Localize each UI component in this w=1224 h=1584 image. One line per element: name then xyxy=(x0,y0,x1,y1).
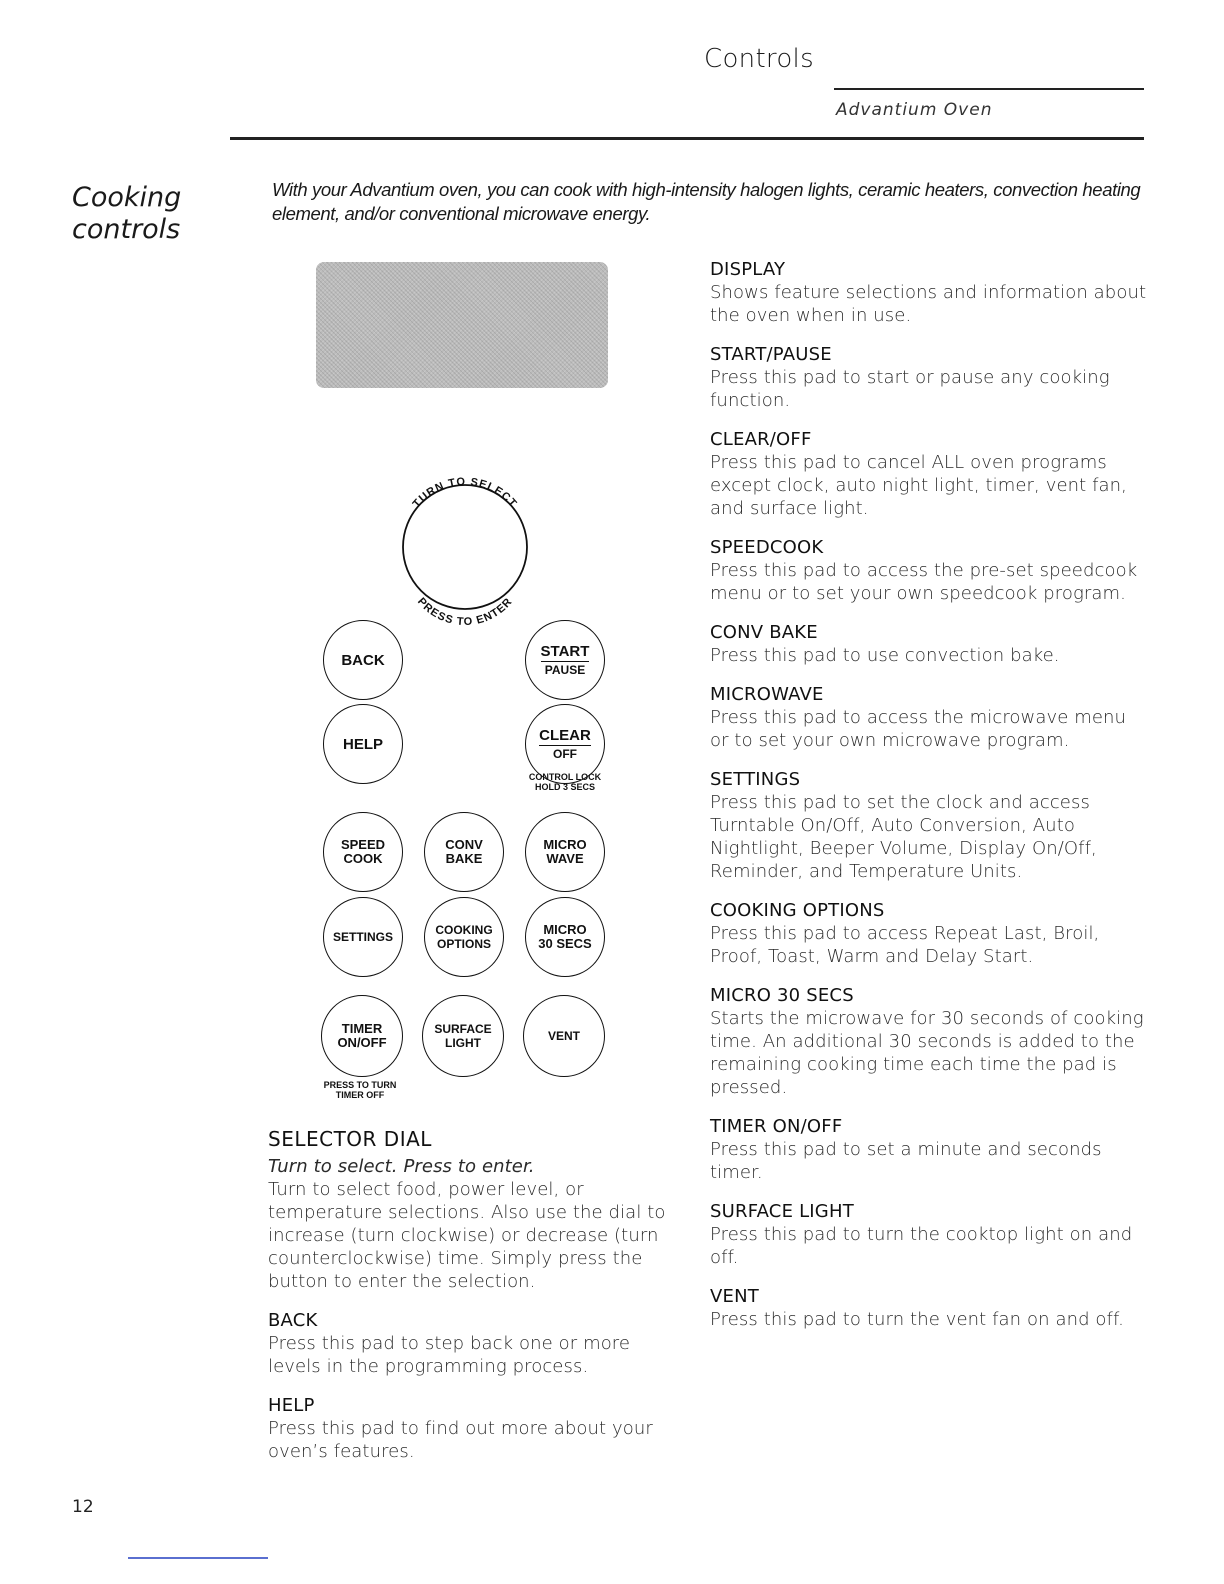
timer-line-1: TIMER xyxy=(341,1021,383,1036)
item-title: VENT xyxy=(710,1286,759,1307)
item-settings xyxy=(710,768,1150,883)
item-back xyxy=(268,1309,688,1378)
left-description-column xyxy=(268,1128,688,1479)
item-title: SURFACE LIGHT xyxy=(710,1201,854,1222)
footer-line xyxy=(128,1557,268,1559)
item-title: MICRO 30 SECS xyxy=(710,985,854,1006)
surface-light-line-2: LIGHT xyxy=(445,1036,481,1050)
conv-bake-line-1: CONV xyxy=(445,837,483,852)
help-button[interactable] xyxy=(323,704,403,784)
item-timer-on-off xyxy=(710,1115,1150,1184)
start-label: START xyxy=(540,643,590,660)
item-title: SELECTOR DIAL xyxy=(268,1127,432,1151)
item-title: CLEAR/OFF xyxy=(710,429,812,450)
speedcook-button[interactable] xyxy=(323,812,403,892)
microwave-line-2: WAVE xyxy=(546,851,584,866)
item-text: Press this pad to turn the cooktop light on and off. xyxy=(710,1224,1133,1268)
item-microwave xyxy=(710,683,1150,752)
back-button[interactable] xyxy=(323,620,403,700)
clear-label: CLEAR xyxy=(539,727,591,744)
timer-off-note xyxy=(305,1080,415,1100)
item-text: Press this pad to access the microwave menu or to set your own microwave program. xyxy=(710,707,1127,751)
item-selector-dial xyxy=(268,1128,688,1293)
cooking-options-line-2: OPTIONS xyxy=(436,937,491,951)
conv-bake-button[interactable] xyxy=(424,812,504,892)
section-title-line-1: Cooking xyxy=(72,182,182,213)
header-rule-long xyxy=(230,137,1144,140)
microwave-line-1: MICRO xyxy=(543,837,587,852)
item-title: DISPLAY xyxy=(710,259,786,280)
cooking-options-button[interactable] xyxy=(424,897,504,977)
start-pause-button[interactable] xyxy=(525,620,605,700)
micro-30-secs-button[interactable] xyxy=(525,897,605,977)
item-title: BACK xyxy=(268,1310,318,1331)
item-text: Press this pad to turn the vent fan on and off. xyxy=(710,1309,1124,1330)
item-text: Press this pad to set a minute and seconds timer. xyxy=(710,1139,1102,1183)
speedcook-line-1: SPEED xyxy=(340,837,386,852)
page-number: 12 xyxy=(72,1497,94,1517)
header-rule-short xyxy=(834,88,1144,90)
item-cooking-options xyxy=(710,899,1150,968)
item-title: START/PAUSE xyxy=(710,344,832,365)
item-text: Turn to select food, power level, or temperature selections. Also use the dial to increase (turn clockwise) or decrease (turn counterclockwise) time. Simply press the button to enter the selection. xyxy=(268,1179,666,1292)
control-lock-line-2: HOLD 3 SECS xyxy=(534,782,595,792)
page-header-title: Controls xyxy=(704,44,814,74)
item-surface-light xyxy=(710,1200,1150,1269)
item-title: SPEEDCOOK xyxy=(710,537,824,558)
timer-note-line-1: PRESS TO TURN xyxy=(323,1080,397,1090)
item-conv-bake xyxy=(710,621,1150,667)
item-text: Press this pad to access Repeat Last, Broil, Proof, Toast, Warm and Delay Start. xyxy=(710,923,1100,967)
dial-bottom-label: PRESS TO ENTER xyxy=(415,595,515,629)
selector-dial[interactable] xyxy=(380,450,550,640)
right-description-column xyxy=(710,258,1150,1347)
item-title: TIMER ON/OFF xyxy=(710,1116,843,1137)
surface-light-line-1: SURFACE xyxy=(434,1022,492,1036)
back-button-label: BACK xyxy=(341,651,385,669)
control-lock-line-1: CONTROL LOCK xyxy=(528,772,602,782)
item-text: Press this pad to use convection bake. xyxy=(710,645,1060,666)
item-title: HELP xyxy=(268,1395,315,1416)
section-title-line-2: controls xyxy=(72,214,181,245)
item-text: Press this pad to set the clock and access Turntable On/Off, Auto Conversion, Auto Nightlight, Beeper Volume, Display On/Off, Reminder, and Temperature Units. xyxy=(710,792,1097,882)
page-header-subtitle: Advantium Oven xyxy=(836,100,993,120)
settings-button[interactable] xyxy=(323,897,403,977)
conv-bake-line-2: BAKE xyxy=(445,851,483,866)
microwave-button[interactable] xyxy=(525,812,605,892)
item-display xyxy=(710,258,1150,327)
item-help xyxy=(268,1394,688,1463)
dial-top-label: TURN TO SELECT xyxy=(410,475,520,511)
item-speedcook xyxy=(710,536,1150,605)
micro-30-line-2: 30 SECS xyxy=(538,936,592,951)
cooking-options-line-1: COOKING xyxy=(435,923,493,937)
item-text: Press this pad to find out more about your oven’s features. xyxy=(268,1418,653,1462)
item-text: Press this pad to step back one or more levels in the programming process. xyxy=(268,1333,631,1377)
display-panel xyxy=(316,262,608,388)
timer-note-line-2: TIMER OFF xyxy=(335,1090,385,1100)
item-text: Press this pad to start or pause any cooking function. xyxy=(710,367,1110,411)
off-label: OFF xyxy=(553,747,577,761)
vent-label: VENT xyxy=(547,1029,580,1043)
surface-light-button[interactable] xyxy=(422,995,504,1077)
item-text: Starts the microwave for 30 seconds of cooking time. An additional 30 seconds is added to the remaining cooking time each time the pad is pressed. xyxy=(710,1008,1144,1098)
item-lead: Turn to select. Press to enter. xyxy=(268,1156,535,1177)
item-text: Press this pad to cancel ALL oven programs except clock, auto night light, timer, vent fan, and surface light. xyxy=(710,452,1128,519)
item-micro-30-secs xyxy=(710,984,1150,1099)
item-vent xyxy=(710,1285,1150,1331)
item-title: MICROWAVE xyxy=(710,684,824,705)
help-button-label: HELP xyxy=(342,735,383,753)
control-lock-note xyxy=(515,772,615,792)
item-text: Press this pad to access the pre-set speedcook menu or to set your own speedcook program. xyxy=(710,560,1138,604)
item-clear-off xyxy=(710,428,1150,520)
item-title: CONV BAKE xyxy=(710,622,818,643)
item-start-pause xyxy=(710,343,1150,412)
intro-text: With your Advantium oven, you can cook with high-intensity halogen lights, ceramic heaters, convection heating element, and/or conventional microwave energy. xyxy=(272,179,1141,224)
item-text: Shows feature selections and information about the oven when in use. xyxy=(710,282,1147,326)
item-title: SETTINGS xyxy=(710,769,801,790)
pause-label: PAUSE xyxy=(544,663,586,677)
micro-30-line-1: MICRO xyxy=(543,922,587,937)
section-title xyxy=(72,182,181,246)
settings-label: SETTINGS xyxy=(332,930,393,944)
speedcook-line-2: COOK xyxy=(343,851,383,866)
vent-button[interactable] xyxy=(523,995,605,1077)
item-title: COOKING OPTIONS xyxy=(710,900,885,921)
timer-line-2: ON/OFF xyxy=(337,1035,387,1050)
timer-on-off-button[interactable] xyxy=(321,995,403,1077)
